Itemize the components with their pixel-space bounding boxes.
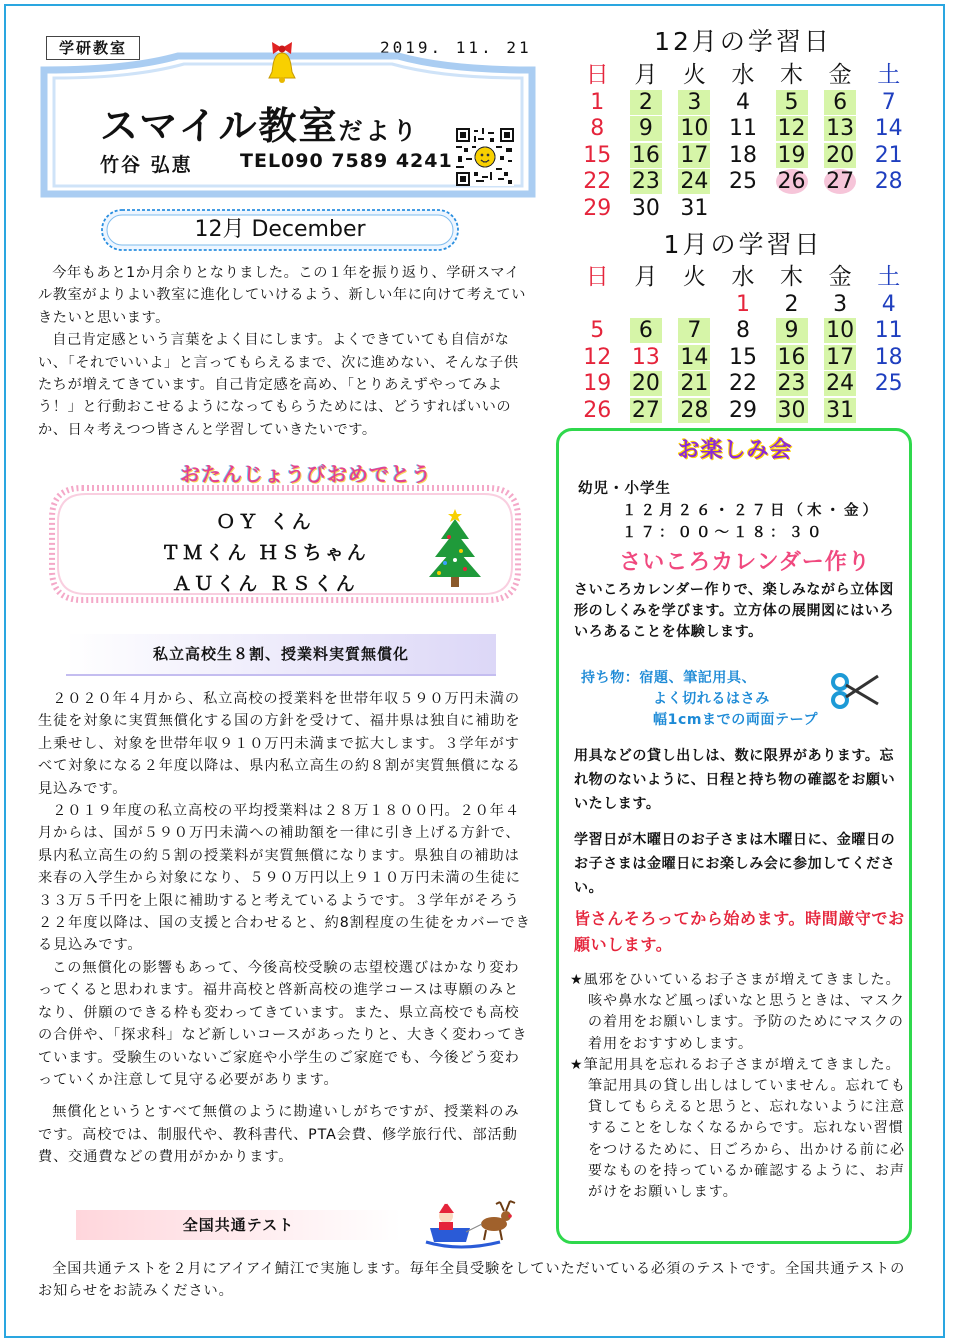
calendar-day: [767, 318, 816, 345]
calendar-day-number: 10: [826, 318, 855, 344]
calendar-day: [767, 142, 816, 169]
calendar-day-number: 16: [777, 344, 806, 370]
author-name: 竹谷 弘恵: [100, 154, 193, 176]
items-line: 持ち物：宿題、筆記用具、: [581, 670, 757, 686]
title-suffix: だより: [338, 117, 420, 145]
calendar-day: [670, 371, 719, 398]
birthday-name-line: ＡＵくん ＲＳくん: [172, 573, 358, 595]
event-time: １７：００～１８：３０: [622, 525, 826, 541]
weekday-header: 日: [585, 62, 609, 88]
calendar-day: [622, 397, 671, 424]
calendar-day: [864, 318, 913, 345]
calendar-day-number: 30: [631, 195, 660, 221]
items-line: 幅1cmまでの両面テープ: [653, 712, 819, 728]
calendar-day: [767, 344, 816, 371]
calendar-day: [767, 371, 816, 398]
calendar-day: [670, 291, 719, 318]
weekday-header: 火: [682, 62, 706, 88]
calendar-day-number: 22: [583, 169, 612, 195]
birthday-title: [180, 458, 432, 487]
event-reminders: [570, 970, 910, 1203]
calendar-day: [622, 195, 671, 222]
event-name: さいころカレンダー作り: [619, 550, 871, 575]
calendar-day: [816, 195, 865, 222]
calendar-day: [670, 318, 719, 345]
article-paragraph: ２０２０年４月から、私立高校の授業料を世帯年収５９０万円未満の生徒を対象に実質無償化する国の方針を受けて、福井県は独自に補助を上乗せし、対象を世帯年収９１０万円未満まで拡大します。３学年がすべて対象になる２年度以降は、県内私立高生の約８割が実質無償になる見込みです。: [38, 691, 521, 797]
calendar-day-number: 28: [680, 397, 709, 423]
weekday-header: 土: [877, 264, 901, 290]
intro-text: [38, 262, 526, 441]
calendar-day-number: 5: [590, 318, 605, 344]
weekday-header: 日: [585, 264, 609, 290]
calendar-day-number: 21: [874, 142, 903, 168]
calendar-day-number: 14: [680, 344, 709, 370]
calendar-day: [816, 116, 865, 143]
calendar-day-number: 22: [728, 371, 757, 397]
event-description: さいころカレンダー作りで、楽しみながら立体図形のしくみを学びます。立方体の展開図にはいろいろあることを体験します。: [574, 582, 895, 640]
weekday-header: 水: [731, 264, 755, 290]
reminder-item: ★筆記用具を忘れるお子さまが増えてきました。筆記用具の貸し出しはしていません。忘れても貸してもらえると思うと、忘れないように注意することをしなくなるからです。忘れない習慣をつけるために、日ごろから、出かける前に必要なものを持っているか確認するように、お声がけをお願いします。: [570, 1056, 906, 1201]
article-paragraph: ２０１９年度の私立高校の平均授業料は２８万１８００円。２０年４月からは、国が５９０万円未満への補助額を一律に引き上げる方針で、県内私立高生の約５割の授業料が実質無償になります。県独自の補助は来春の入学生から対象になり、５９０万円以上９１０万円未満の生徒に３３万５千円を上限に補助すると考えているようです。３学年がそろう２２年度以降は、国の支援と合わせると、約8割程度の生徒をカバーできる見込みです。: [38, 803, 531, 954]
calendar-day: [864, 116, 913, 143]
calendar-january: [573, 258, 913, 424]
calendar-day: [719, 195, 768, 222]
event-notice: 学習日が木曜日のお子さまは木曜日に、金曜日のお子さまは金曜日にお楽しみ会に参加してください。: [574, 832, 896, 896]
reminder-item: ★風邪をひいているお子さまが増えてきました。咳や鼻水など風っぽいなと思うときは、マスクの着用をお願いします。予防のためにマスクの着用をおすすめします。: [570, 972, 906, 1052]
calendar-day-number: 7: [881, 89, 896, 115]
calendar-day: [622, 89, 671, 116]
calendar-day-number: 12: [777, 116, 806, 142]
calendar-day-number: 27: [631, 397, 660, 423]
calendar-day-number: 25: [874, 371, 903, 397]
calendar-day: [573, 195, 622, 222]
ribbon-bell-icon: [265, 40, 299, 84]
calendar-day: [767, 116, 816, 143]
event-notice: 用具などの貸し出しは、数に限界があります。忘れ物のないように、日程と持ち物の確認をお願いいたします。: [574, 748, 896, 812]
calendar-december: [573, 56, 913, 222]
calendar-day: [864, 291, 913, 318]
calendar-day: [767, 89, 816, 116]
calendar-day: [864, 344, 913, 371]
calendar-day-number: 26: [583, 397, 612, 423]
calendar-day-number: 8: [735, 318, 750, 344]
calendar-day: [622, 318, 671, 345]
weekday-header: 月: [634, 62, 658, 88]
calendar-day: [622, 291, 671, 318]
calendar-day-number: 21: [680, 371, 709, 397]
calendar-day-number: 19: [777, 142, 806, 168]
phone-number: TEL090 7589 4241: [240, 150, 453, 172]
calendar-day: [622, 169, 671, 196]
calendar-day-number: 24: [826, 371, 855, 397]
calendar-day: [573, 89, 622, 116]
weekday-header: 水: [731, 62, 755, 88]
calendar-day-number: 9: [630, 116, 662, 141]
calendar-day: [816, 169, 865, 196]
calendar-day: [622, 371, 671, 398]
calendar-day: [719, 318, 768, 345]
calendar-day: [816, 291, 865, 318]
newsletter-title: [100, 95, 419, 150]
calendar-day: [767, 169, 816, 196]
article2-paragraph: 全国共通テストを２月にアイアイ鯖江で実施します。毎年全員受験をしていただいている必須のテストです。全国共通テストのお知らせをお読みください。: [38, 1261, 906, 1300]
calendar-day-number: 3: [678, 90, 710, 115]
calendar-day-number: 26: [777, 169, 806, 195]
article2-heading: 全国共通テスト: [76, 1210, 401, 1240]
calendar-day-number: 23: [631, 169, 660, 195]
calendar-day-number: 12: [583, 344, 612, 370]
weekday-header: 木: [780, 264, 804, 290]
calendar-day: [622, 142, 671, 169]
calendar-day: [767, 195, 816, 222]
calendar-day-number: 4: [881, 291, 896, 317]
article2-body: [38, 1258, 918, 1303]
calendar-day: [622, 344, 671, 371]
calendar-day: [622, 116, 671, 143]
calendar-day: [816, 344, 865, 371]
article-body: [38, 688, 532, 1169]
calendar-day: [719, 89, 768, 116]
event-info: [578, 478, 881, 544]
calendar-day: [719, 291, 768, 318]
calendar-day-number: 18: [728, 142, 757, 168]
calendar-day-number: 2: [630, 90, 662, 115]
calendar-day-number: 7: [678, 318, 710, 343]
calendar-title: 1月の学習日: [663, 230, 823, 259]
calendar-day: [864, 195, 913, 222]
calendar-day: [573, 371, 622, 398]
calendar-day: [864, 169, 913, 196]
calendar-day-number: 2: [784, 291, 799, 317]
calendar-day: [767, 291, 816, 318]
calendar-day: [670, 344, 719, 371]
calendar-day: [573, 169, 622, 196]
calendar-day-number: 1: [590, 89, 605, 115]
santa-sleigh-icon: [420, 1198, 520, 1256]
article-heading: 私立高校生８割、授業料実質無償化: [66, 634, 496, 676]
birthday-title-text: おたんじょうびおめでとう: [180, 462, 432, 486]
calendar-day: [573, 397, 622, 424]
classroom-tag: 学研教室: [46, 36, 140, 60]
calendar-day-number: 18: [874, 344, 903, 370]
calendar-day-number: 6: [824, 90, 856, 115]
calendar-day-number: 30: [777, 397, 806, 423]
calendar-day: [864, 397, 913, 424]
article-paragraph: 無償化というとすべて無償のように勘違いしがちですが、授業料のみです。高校では、制服代や、教科書代、PTA会費、修学旅行代、部活動費、交通費などの費用がかかります。: [38, 1104, 520, 1166]
calendar-day: [864, 142, 913, 169]
qr-code-icon: [456, 128, 514, 186]
calendar-day-number: 9: [776, 318, 808, 343]
title-main: スマイル教室: [100, 104, 339, 148]
calendar-day-number: 4: [735, 89, 750, 115]
calendar-day: [573, 116, 622, 143]
calendar-day-number: 11: [874, 318, 903, 344]
calendar-day-number: 31: [826, 397, 855, 423]
birthday-names: [100, 507, 430, 600]
calendar-day: [767, 397, 816, 424]
calendar-day: [816, 318, 865, 345]
weekday-header: 月: [634, 264, 658, 290]
calendar-day-number: 24: [680, 169, 709, 195]
event-audience: 幼児・小学生: [578, 481, 671, 497]
scissors-icon: [830, 670, 882, 710]
calendar-day-number: 3: [833, 291, 848, 317]
calendar-day: [816, 397, 865, 424]
calendar-day-number: 29: [728, 397, 757, 423]
month-banner: 12月 December: [194, 217, 366, 242]
calendar-day: [816, 371, 865, 398]
calendar-day: [719, 142, 768, 169]
calendar-day-number: 5: [776, 90, 808, 115]
calendar-day: [719, 116, 768, 143]
weekday-header: 金: [828, 264, 852, 290]
event-dates: １２月２６・２７日（木・金）: [622, 503, 881, 519]
calendar-day: [719, 371, 768, 398]
calendar-day-number: 10: [680, 116, 709, 142]
calendar-day: [670, 116, 719, 143]
calendar-day-number: 13: [826, 116, 855, 142]
items-to-bring: [581, 668, 861, 731]
calendar-day: [573, 142, 622, 169]
calendar-day-number: 14: [874, 116, 903, 142]
calendar-day-number: 15: [728, 344, 757, 370]
calendar-title: 12月の学習日: [654, 27, 832, 56]
calendar-day-number: 19: [583, 371, 612, 397]
event-title: お楽しみ会: [677, 438, 793, 463]
calendar-day: [670, 397, 719, 424]
calendar-day: [573, 318, 622, 345]
calendar-day-number: 27: [826, 169, 855, 195]
calendar-day-number: 1: [735, 291, 750, 317]
weekday-header: 金: [828, 62, 852, 88]
calendar-day-number: 17: [680, 142, 709, 168]
items-line: よく切れるはさみ: [653, 691, 770, 707]
calendar-day-number: 28: [874, 169, 903, 195]
christmas-tree-icon: [425, 505, 485, 590]
article-paragraph: この無償化の影響もあって、今後高校受験の志望校選びはかなり変わってくると思われます。福井高校と啓新高校の進学コースは専願のみとなり、併願のできる枠も変わってきています。また、県立高校でも高校の合併や、「探求科」など新しいコースがあったりと、大きく変わってきています。受験生のいないご家庭や小学生のご家庭でも、今後どう変わっていくか注意して見守る必要があります。: [38, 959, 528, 1088]
birthday-name-line: ＯＹ くん: [216, 511, 314, 533]
event-warning: 皆さんそろってから始めます。時間厳守でお願いします。: [574, 909, 905, 954]
calendar-day-number: 8: [590, 116, 605, 142]
calendar-day: [719, 344, 768, 371]
intro-paragraph: 自己肯定感という言葉をよく目にします。よくできていても自信がない、「それでいいよ」と言ってもらえるまで、次に進めない、そんな子供たちが増えてきています。自己肯定感を高め、「とりあえずやってみよう！」と行動おこせるようになってもらうためには、どうすればいいのか、日々考えつつ皆さんと学習していきたいです。: [38, 332, 519, 438]
calendar-day-number: 11: [728, 116, 757, 142]
calendar-day: [864, 371, 913, 398]
calendar-day-number: 29: [583, 195, 612, 221]
weekday-header: 火: [682, 264, 706, 290]
calendar-day-number: 17: [826, 344, 855, 370]
calendar-day-number: 13: [631, 344, 660, 370]
calendar-day-number: 20: [826, 142, 855, 168]
calendar-day-number: 31: [680, 195, 709, 221]
calendar-day-number: 15: [583, 142, 612, 168]
calendar-day: [573, 291, 622, 318]
issue-date: 2019. 11. 21: [380, 38, 532, 57]
calendar-day: [670, 195, 719, 222]
calendar-day: [864, 89, 913, 116]
calendar-day: [719, 169, 768, 196]
calendar-day-number: 25: [728, 169, 757, 195]
calendar-day: [816, 89, 865, 116]
weekday-header: 土: [877, 62, 901, 88]
calendar-day: [573, 344, 622, 371]
weekday-header: 木: [780, 62, 804, 88]
calendar-day: [670, 169, 719, 196]
calendar-day: [670, 89, 719, 116]
calendar-day-number: 23: [777, 371, 806, 397]
calendar-day: [670, 142, 719, 169]
birthday-name-line: ＴＭくん ＨＳちゃん: [161, 542, 369, 564]
calendar-day-number: 20: [631, 371, 660, 397]
calendar-day: [816, 142, 865, 169]
calendar-day-number: 16: [631, 142, 660, 168]
calendar-day: [719, 397, 768, 424]
intro-paragraph: 今年もあと1か月余りとなりました。この１年を振り返り、学研スマイル教室がよりよい教室に進化していけるよう、新しい年に向けて考えていきたいと思います。: [38, 265, 526, 326]
calendar-day-number: 6: [630, 318, 662, 343]
